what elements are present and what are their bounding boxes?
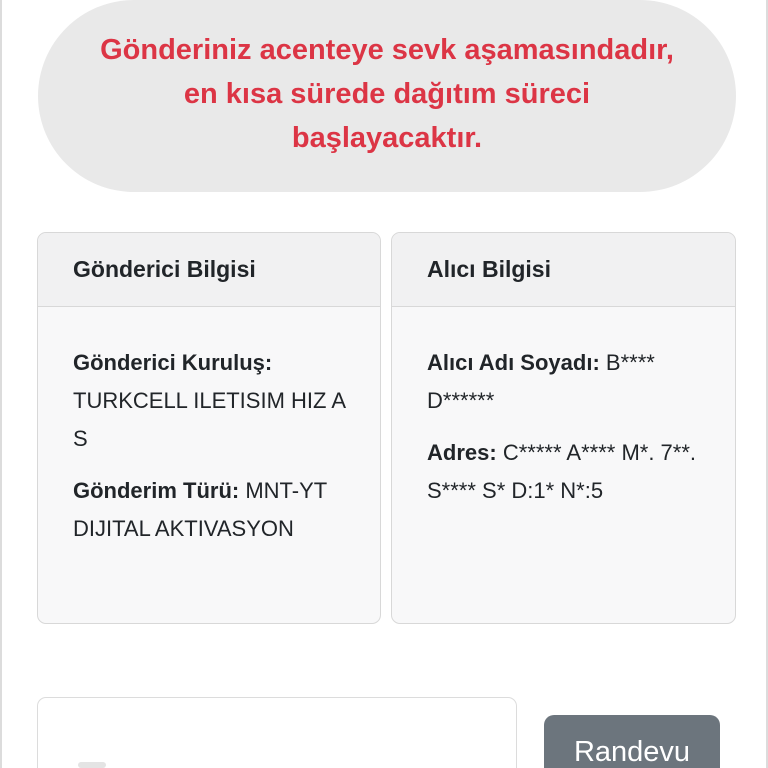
sender-institution-label: Gönderici Kuruluş:: [73, 350, 273, 375]
receiver-address-value: C***** A**** M*. 7**. S**** S* D:1* N*:5: [427, 440, 697, 503]
sender-info-card: [37, 232, 381, 624]
receiver-card-body: [392, 307, 735, 510]
sender-card-title: Gönderici Bilgisi: [38, 233, 380, 307]
receiver-info-card: [391, 232, 736, 624]
sender-institution-value: TURKCELL ILETISIM HIZ A S: [73, 388, 345, 451]
shipment-type-value: MNT-YT DIJITAL AKTIVASYON: [73, 478, 327, 541]
receiver-name-value: B**** D******: [427, 350, 655, 413]
receiver-name-label: Alıcı Adı Soyadı:: [427, 350, 600, 375]
receiver-card-title: Alıcı Bilgisi: [392, 233, 735, 307]
shipment-type-field: [73, 472, 350, 548]
shipment-status-banner: [38, 0, 736, 192]
sender-institution-field: [73, 344, 350, 458]
sender-card-body: [38, 307, 380, 548]
appointment-button[interactable]: Randevu: [544, 715, 720, 768]
appointment-box-partial-content: [78, 762, 106, 768]
appointment-info-box: [37, 697, 517, 768]
receiver-address-label: Adres:: [427, 440, 497, 465]
receiver-name-field: [427, 344, 705, 420]
receiver-address-field: [427, 434, 705, 510]
status-message: Gönderiniz acenteye sevk aşamasındadır, en kısa sürede dağıtım süreci başlayacaktır.: [100, 34, 674, 154]
shipment-type-label: Gönderim Türü:: [73, 478, 240, 503]
